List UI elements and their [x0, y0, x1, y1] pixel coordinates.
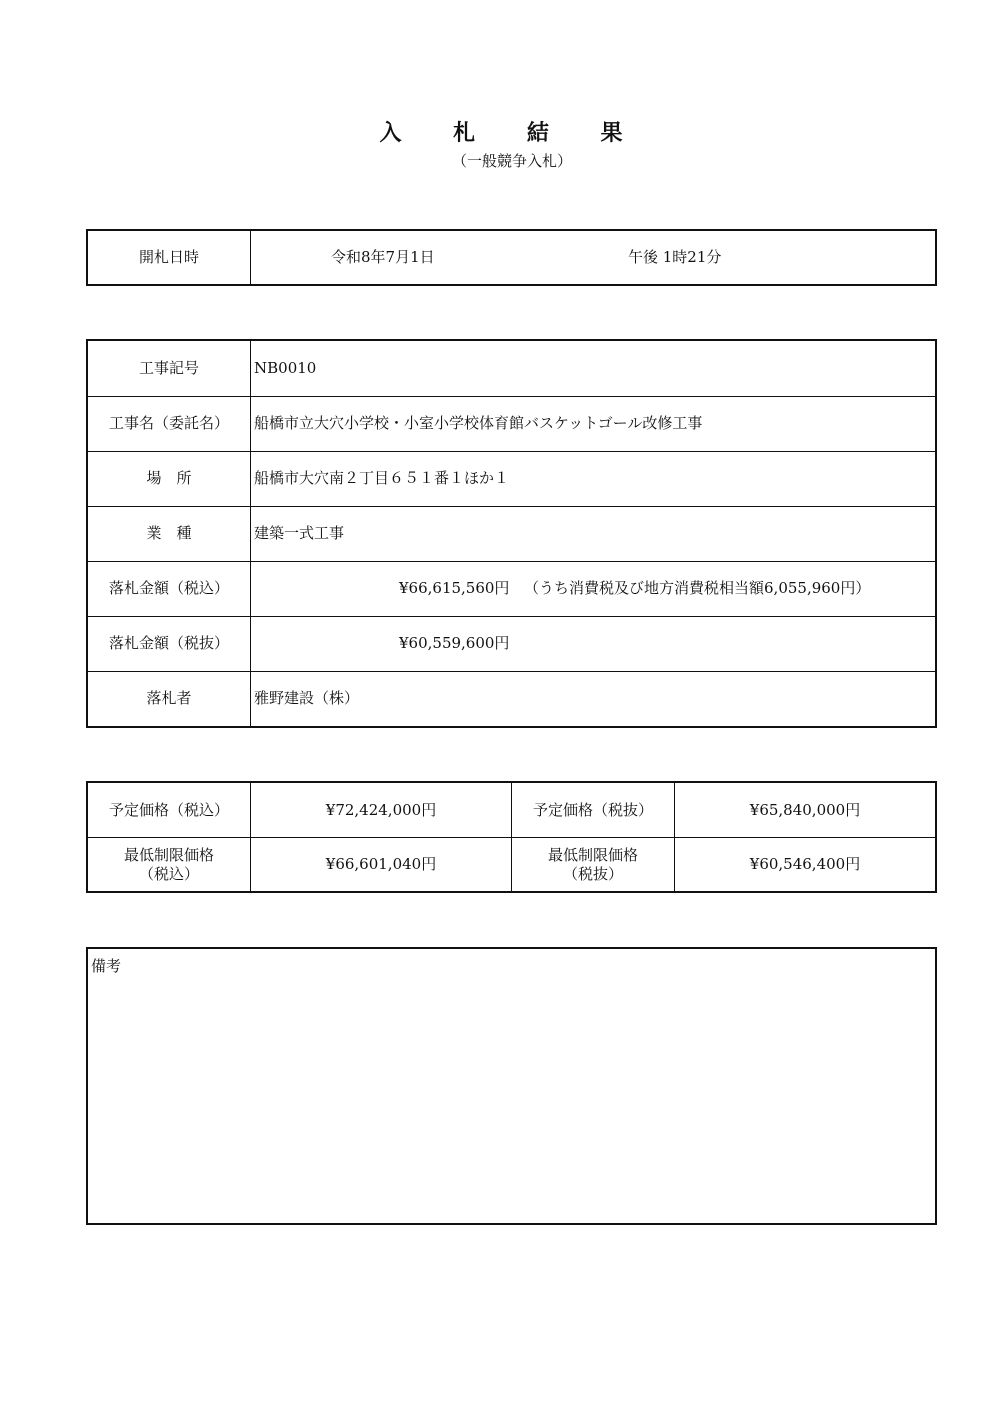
remarks-box: [86, 947, 937, 1225]
planned-price-incl-tax-label: 予定価格（税込）: [108, 800, 229, 819]
planned-price-incl-tax-value: ¥72,424,000円: [325, 800, 437, 819]
minimum-price-incl-tax-value: ¥66,601,040円: [325, 855, 437, 873]
minimum-price-excl-tax-label: [512, 838, 674, 891]
remarks-label: 備考: [91, 957, 122, 975]
minimum-price-excl-tax-label-line1: 最低制限価格: [547, 845, 638, 864]
winning-bid-incl-tax-value: ¥66,615,560円: [399, 579, 510, 597]
minimum-price-incl-tax-label-line1: 最低制限価格: [123, 845, 214, 864]
minimum-price-excl-tax-value: ¥60,546,400円: [749, 855, 861, 873]
page-title: 入 札 結 果: [379, 120, 645, 146]
details-table: [86, 339, 937, 728]
construction-code-label: 工事記号: [138, 359, 199, 377]
construction-name-value: 船橋市立大穴小学校・小室小学校体育館バスケットゴール改修工事: [254, 414, 703, 432]
opening-date: 令和8年7月1日: [331, 248, 435, 266]
minimum-price-excl-tax-label-line2: （税抜）: [562, 864, 623, 883]
winning-bid-excl-tax-value: ¥60,559,600円: [399, 634, 510, 652]
opening-label: 開札日時: [138, 248, 199, 266]
opening-time: 午後 1時21分: [628, 248, 722, 266]
winning-bid-tax-note: （うち消費税及び地方消費税相当額6,055,960円）: [524, 579, 871, 597]
winner-label: 落札者: [146, 689, 192, 707]
minimum-price-incl-tax-label-line2: （税込）: [138, 864, 199, 883]
location-label: 場 所: [146, 469, 192, 487]
winning-bid-excl-tax-label: 落札金額（税抜）: [108, 634, 229, 652]
location-value: 船橋市大穴南２丁目６５１番１ほか１: [254, 469, 510, 487]
minimum-price-incl-tax-label: [88, 838, 250, 891]
planned-price-excl-tax-label: 予定価格（税抜）: [532, 800, 653, 819]
construction-name-label: 工事名（委託名）: [108, 414, 229, 432]
price-table: [86, 781, 937, 893]
planned-price-excl-tax-value: ¥65,840,000円: [749, 800, 861, 819]
page-subtitle: （一般競争入札）: [451, 152, 572, 170]
opening-datetime-table: [86, 229, 937, 286]
industry-label: 業 種: [146, 524, 192, 542]
winning-bid-incl-tax-label: 落札金額（税込）: [108, 579, 229, 597]
industry-value: 建築一式工事: [254, 524, 345, 542]
construction-code-value: NB0010: [254, 359, 317, 377]
winner-value: 雅野建設（株）: [254, 689, 360, 707]
